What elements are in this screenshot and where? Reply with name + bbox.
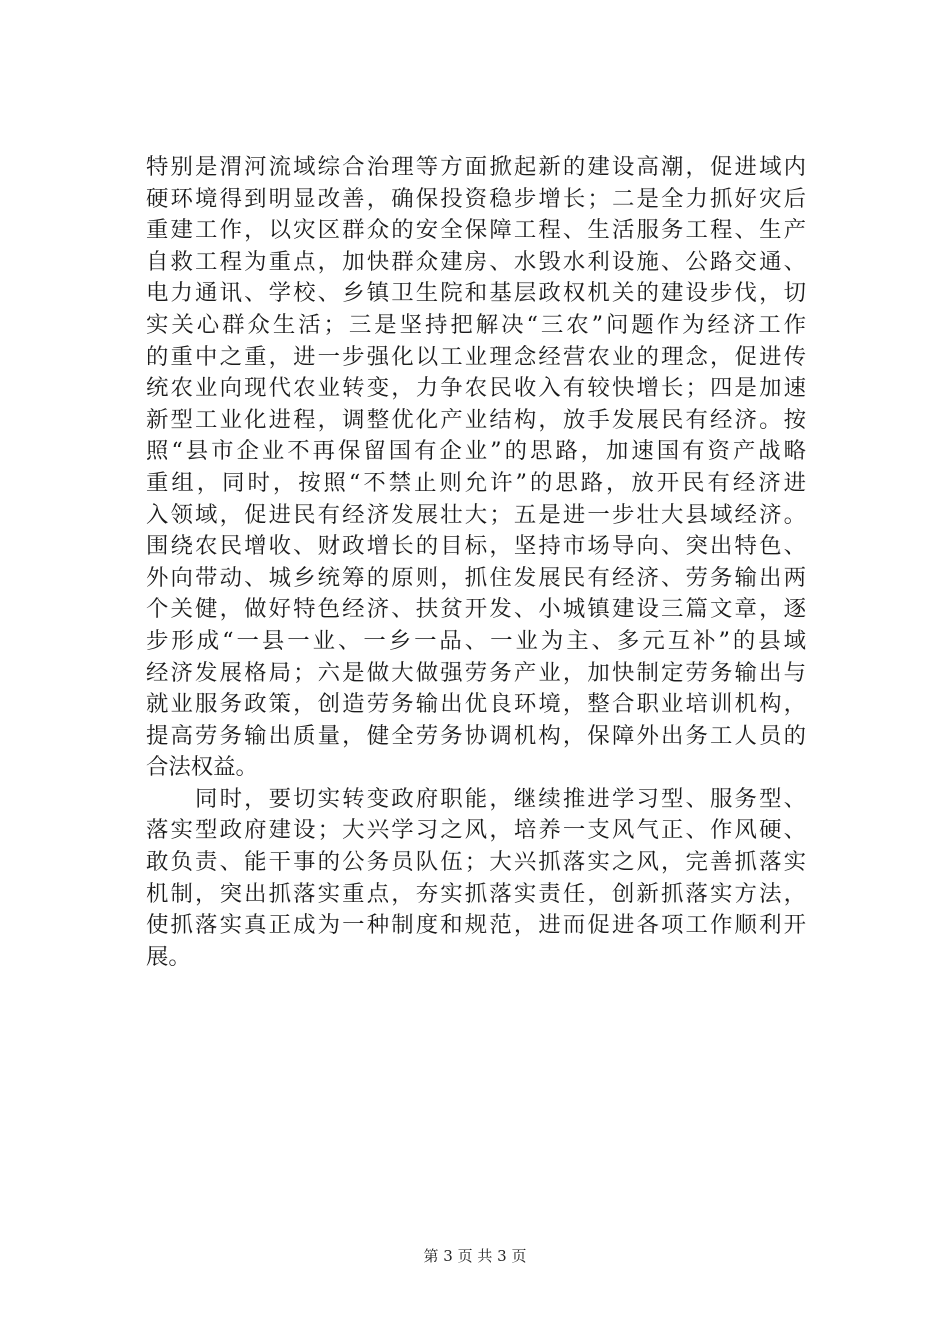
page-footer	[0, 1246, 950, 1266]
text-line: 落实型政府建设；大兴学习之风，培养一支风气正、作风硬、	[146, 817, 806, 844]
text-line: 重建工作，以灾区群众的安全保障工程、生活服务工程、生产	[146, 217, 806, 244]
text-line: 敢负责、能干事的公务员队伍；大兴抓落实之风，完善抓落实	[146, 849, 806, 876]
text-line: 机制，突出抓落实重点，夯实抓落实责任，创新抓落实方法，	[146, 880, 806, 907]
text-line: 提高劳务输出质量，健全劳务协调机构，保障外出务工人员的	[146, 722, 806, 749]
text-line: 经济发展格局；六是做大做强劳务产业，加快制定劳务输出与	[146, 659, 806, 686]
text-line: 个关健，做好特色经济、扶贫开发、小城镇建设三篇文章，逐	[146, 596, 806, 623]
text-line: 重组，同时，按照“不禁止则允许”的思路，放开民有经济进	[146, 469, 806, 496]
text-line: 使抓落实真正成为一种制度和规范，进而促进各项工作顺利开	[146, 912, 806, 939]
text-line: 实关心群众生活；三是坚持把解决“三农”问题作为经济工作	[146, 311, 806, 338]
text-line: 展。	[146, 943, 191, 970]
text-line: 围绕农民增收、财政增长的目标，坚持市场导向、突出特色、	[146, 533, 806, 560]
page-number-label: 第 3 页 共 3 页	[423, 1247, 527, 1265]
text-line: 外向带动、城乡统筹的原则，抓住发展民有经济、劳务输出两	[146, 564, 806, 591]
text-line: 入领域，促进民有经济发展壮大；五是进一步壮大县域经济。	[146, 501, 806, 528]
text-line: 电力通讯、学校、乡镇卫生院和基层政权机关的建设步伐，切	[146, 280, 806, 307]
text-line: 就业服务政策，创造劳务输出优良环境，整合职业培训机构，	[146, 691, 806, 718]
text-line: 同时，要切实转变政府职能，继续推进学习型、服务型、	[146, 785, 806, 812]
text-line: 硬环境得到明显改善，确保投资稳步增长；二是全力抓好灾后	[146, 185, 806, 212]
text-line: 合法权益。	[146, 754, 258, 781]
text-line: 特别是渭河流域综合治理等方面掀起新的建设高潮，促进域内	[146, 154, 806, 180]
text-line: 照“县市企业不再保留国有企业”的思路，加速国有资产战略	[146, 438, 806, 465]
text-line: 步形成“一县一业、一乡一品、一业为主、多元互补”的县域	[146, 627, 806, 654]
text-line: 统农业向现代农业转变，力争农民收入有较快增长；四是加速	[146, 375, 806, 402]
body-text	[146, 152, 806, 973]
text-line: 的重中之重，进一步强化以工业理念经营农业的理念，促进传	[146, 343, 806, 370]
text-line: 新型工业化进程，调整优化产业结构，放手发展民有经济。按	[146, 406, 806, 433]
text-line: 自救工程为重点，加快群众建房、水毁水利设施、公路交通、	[146, 248, 806, 275]
